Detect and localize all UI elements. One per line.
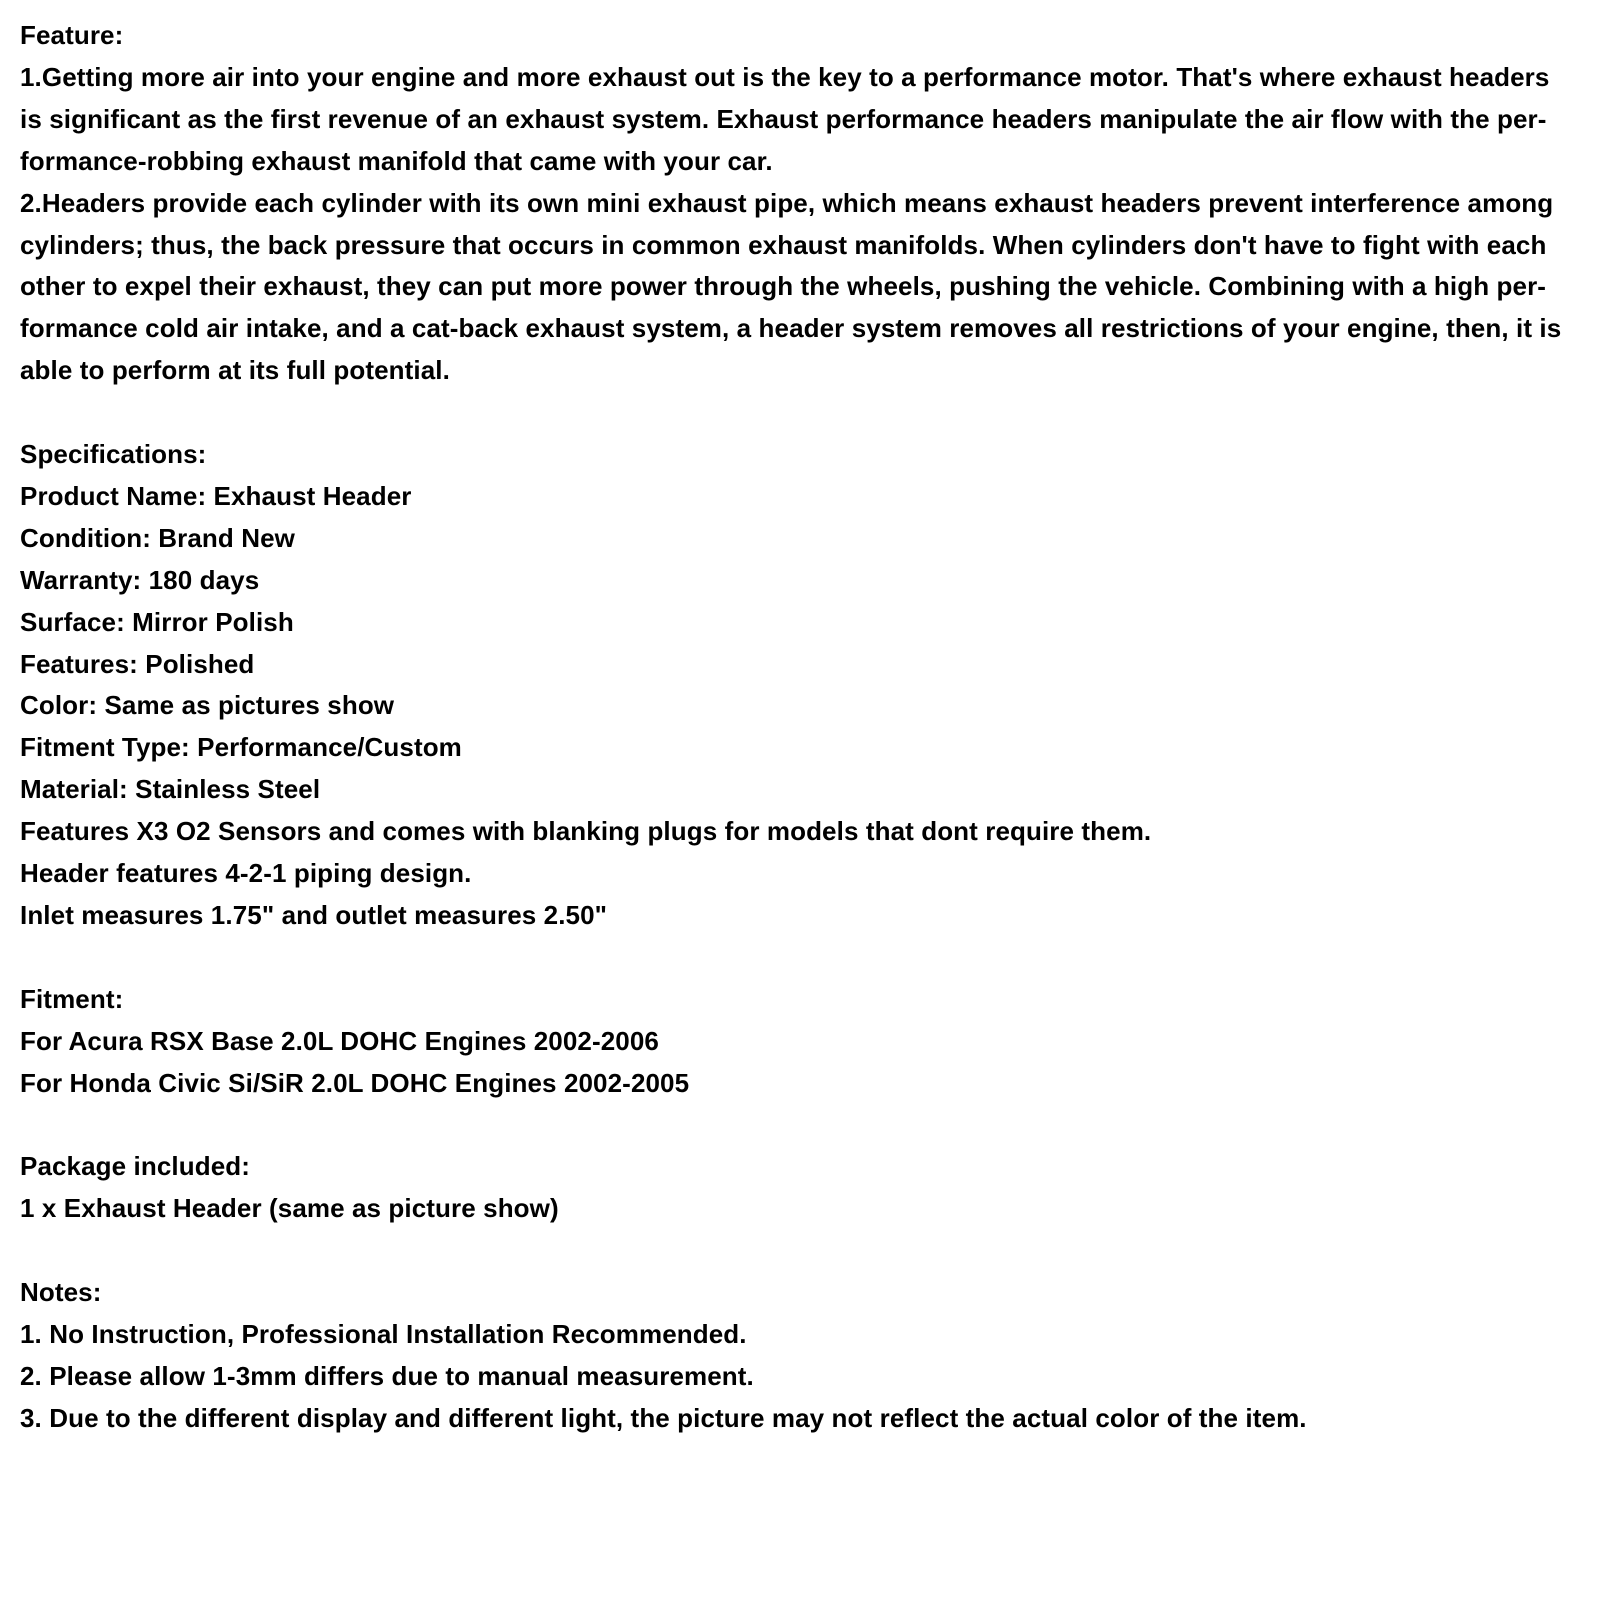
feature-line: formance-robbing exhaust manifold that came with your car. [20, 145, 773, 176]
fitment-line: For Acura RSX Base 2.0L DOHC Engines 2002-2006 [20, 1025, 659, 1056]
feature-line: 1.Getting more air into your engine and more exhaust out is the key to a performance motor. That's where exhaust headers [20, 61, 1550, 92]
fitment-heading: Fitment: [20, 983, 124, 1014]
specifications-line: Features X3 O2 Sensors and comes with blanking plugs for models that dont require them. [20, 816, 1152, 847]
feature-line: is significant as the first revenue of an exhaust system. Exhaust performance headers manipulate the air flow with the per- [20, 103, 1547, 134]
feature-heading: Feature: [20, 20, 124, 50]
section-feature [20, 15, 1582, 392]
specifications-line: Condition: Brand New [20, 522, 295, 553]
section-specifications [20, 434, 1582, 937]
specifications-line: Product Name: Exhaust Header [20, 480, 412, 511]
section-package [20, 1146, 1582, 1230]
feature-line: other to expel their exhaust, they can put more power through the wheels, pushing the vehicle. Combining with a high per- [20, 271, 1547, 302]
package-line: 1 x Exhaust Header (same as picture show) [20, 1193, 559, 1224]
feature-line: formance cold air intake, and a cat-back exhaust system, a header system removes all restrictions of your engine, then, it is [20, 313, 1562, 344]
notes-line: 1. No Instruction, Professional Installation Recommended. [20, 1319, 747, 1350]
notes-line: 3. Due to the different display and different light, the picture may not reflect the actual color of the item. [20, 1402, 1307, 1433]
specifications-line: Header features 4-2-1 piping design. [20, 858, 472, 889]
notes-line: 2. Please allow 1-3mm differs due to manual measurement. [20, 1360, 754, 1391]
specifications-line: Inlet measures 1.75" and outlet measures 2.50" [20, 900, 608, 931]
specifications-heading: Specifications: [20, 439, 207, 470]
package-heading: Package included: [20, 1151, 250, 1182]
feature-line: able to perform at its full potential. [20, 355, 450, 386]
section-notes [20, 1272, 1582, 1440]
feature-line: cylinders; thus, the back pressure that occurs in common exhaust manifolds. When cylinders don't have to fight with each [20, 229, 1547, 260]
section-fitment [20, 979, 1582, 1105]
specifications-line: Surface: Mirror Polish [20, 606, 294, 637]
specifications-line: Warranty: 180 days [20, 564, 260, 595]
specifications-line: Color: Same as pictures show [20, 690, 395, 721]
feature-line: 2.Headers provide each cylinder with its own mini exhaust pipe, which means exhaust headers prevent interference among [20, 187, 1554, 218]
specifications-line: Features: Polished [20, 648, 255, 679]
fitment-line: For Honda Civic Si/SiR 2.0L DOHC Engines 2002-2005 [20, 1067, 690, 1098]
specifications-line: Material: Stainless Steel [20, 774, 321, 805]
specifications-line: Fitment Type: Performance/Custom [20, 732, 462, 763]
notes-heading: Notes: [20, 1277, 102, 1308]
